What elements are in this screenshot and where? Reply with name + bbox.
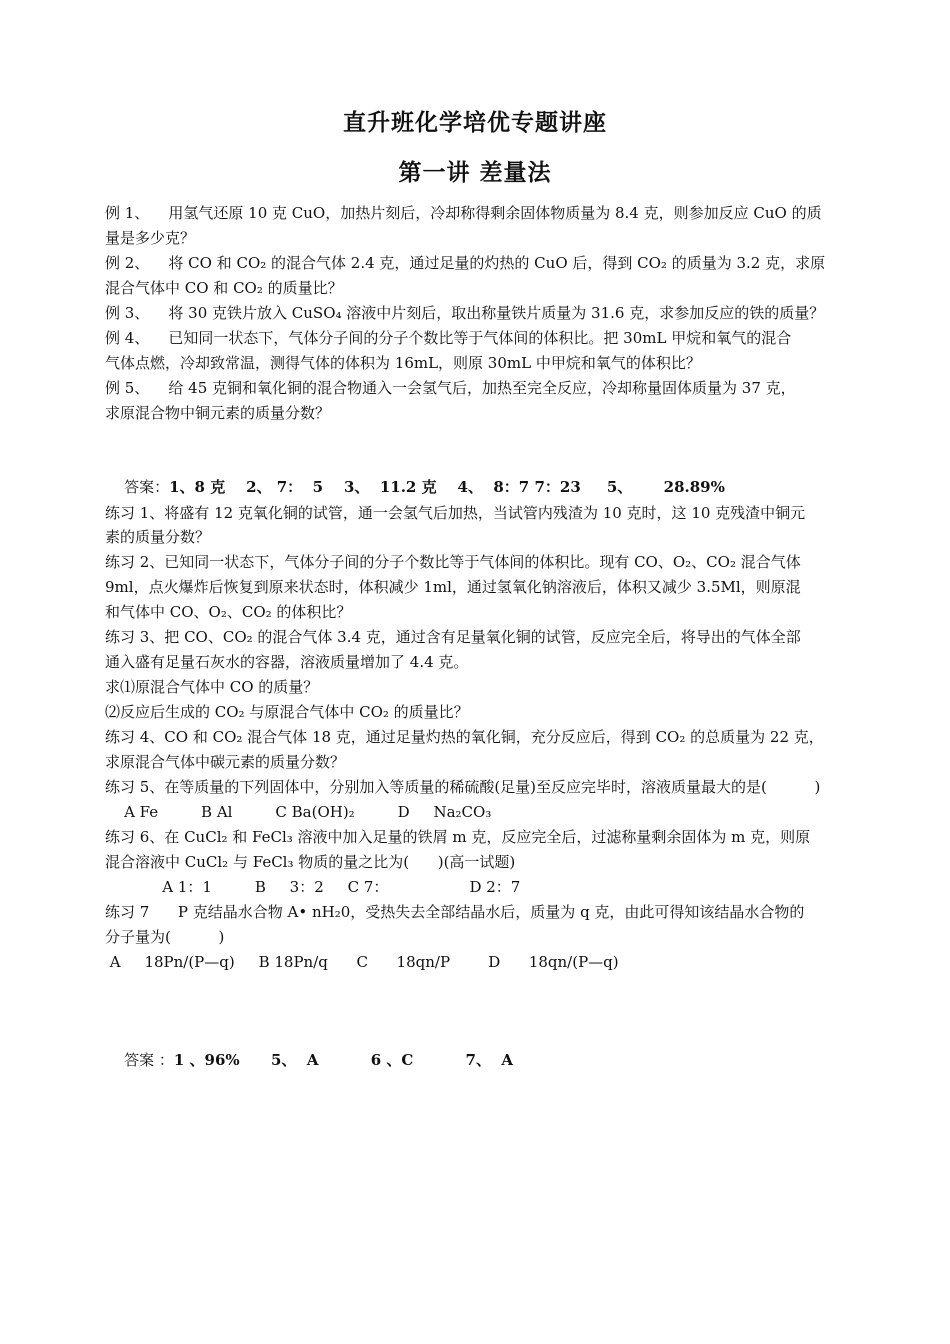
exercise-line: 练习 5、在等质量的下列固体中，分别加入等质量的稀硫酸(足量)至反应完毕时，溶液质量最大的是( ) — [105, 778, 821, 796]
exercise-options: A Fe B Al C Ba(OH)₂ D Na₂CO₃ — [105, 803, 492, 821]
exercise-options: A 18Pn/(P—q) B 18Pn/q C 18qn/P D 18qn/(P—q) — [105, 953, 619, 971]
page-title: 直升班化学培优专题讲座 — [343, 110, 607, 136]
example-3-line-1: 例 3、 将 30 克铁片放入 CuSO₄ 溶液中片刻后，取出称量铁片质量为 31.6 克，求参加反应的铁的质量？ — [105, 304, 825, 322]
exercise-line: 通入盛有足量石灰水的容器，溶液质量增加了 4.4 克。 — [105, 653, 469, 671]
exercise-line: 和气体中 CO、O₂、CO₂ 的体积比？ — [105, 603, 352, 621]
exercise-line: 练习 7 P 克结晶水合物 A• nH₂0，受热失去全部结晶水后，质量为 q 克，由此可得知该结晶水合物的 — [105, 903, 805, 921]
answer-label: 答案 ： — [124, 1051, 174, 1069]
answer-text: 1、8 克 2、 7： 5 3、 11.2 克 4、 8：7 7：23 5、 28.89% — [169, 478, 725, 496]
exercise-line: 求⑴原混合气体中 CO 的质量？ — [105, 678, 319, 696]
example-1-line-2: 量是多少克？ — [105, 229, 196, 247]
exercise-line: 素的质量分数？ — [105, 528, 211, 546]
exercise-line: ⑵反应后生成的 CO₂ 与原混合气体中 CO₂ 的质量比？ — [105, 703, 469, 721]
exercise-line: 练习 1、将盛有 12 克氧化铜的试管，通一会氢气后加热，当试管内残渣为 10 克时，这 10 克残渣中铜元 — [105, 504, 806, 522]
example-5-line-2: 求原混合物中铜元素的质量分数？ — [105, 404, 331, 422]
answer-block-2 — [105, 1024, 865, 1096]
answer-text: 1 、96% 5、 A 6 、C 7、 A — [173, 1051, 514, 1069]
exercise-line: 练习 6、在 CuCl₂ 和 FeCl₃ 溶液中加入足量的铁屑 m 克，反应完全后，过滤称量剩余固体为 m 克，则原 — [105, 828, 811, 846]
example-1-line-1: 例 1、 用氢气还原 10 克 CuO，加热片刻后，冷却称得剩余固体物质量为 8.4 克，则参加反应 CuO 的质 — [105, 204, 822, 222]
example-4-line-1: 例 4、 已知同一状态下，气体分子间的分子个数比等于气体间的体积比。把 30mL 甲烷和氧气的混合 — [105, 329, 792, 347]
exercise-line: 求原混合气体中碳元素的质量分数？ — [105, 753, 346, 771]
exercise-line: 混合溶液中 CuCl₂ 与 FeCl₃ 物质的量之比为( )(高一试题) — [105, 853, 516, 871]
exercise-line: 练习 2、已知同一状态下，气体分子间的分子个数比等于气体间的体积比。现有 CO、O₂、CO₂ 混合气体 — [105, 553, 801, 571]
example-2-line-1: 例 2、 将 CO 和 CO₂ 的混合气体 2.4 克，通过足量的灼热的 CuO 后，得到 CO₂ 的质量为 3.2 克，求原 — [105, 254, 826, 272]
example-4-line-2: 气体点燃，冷却致常温，测得气体的体积为 16mL，则原 30mL 中甲烷和氧气的体积比？ — [105, 354, 701, 372]
exercise-options: A 1：1 B 3：2 C 7： D 2：7 — [105, 878, 521, 896]
example-5-line-1: 例 5、 给 45 克铜和氧化铜的混合物通入一会氢气后，加热至完全反应，冷却称量固体质量为 37 克， — [105, 379, 796, 397]
exercise-line: 分子量为( ) — [105, 928, 225, 946]
exercise-line: 9ml，点火爆炸后恢复到原来状态时，体积减少 1ml，通过氢氧化钠溶液后，体积又减少 3.5Ml，则原混 — [105, 578, 801, 596]
lecture-subtitle: 第一讲 差量法 — [398, 160, 552, 186]
answer-label: 答案： — [124, 478, 170, 496]
example-2-line-2: 混合气体中 CO 和 CO₂ 的质量比？ — [105, 279, 343, 297]
exercise-line: 练习 4、CO 和 CO₂ 混合气体 18 克，通过足量灼热的氧化铜，充分反应后，得到 CO₂ 的总质量为 22 克， — [105, 728, 824, 746]
exercise-line: 练习 3、把 CO、CO₂ 的混合气体 3.4 克，通过含有足量氧化铜的试管，反应完全后，将导出的气体全部 — [105, 628, 801, 646]
